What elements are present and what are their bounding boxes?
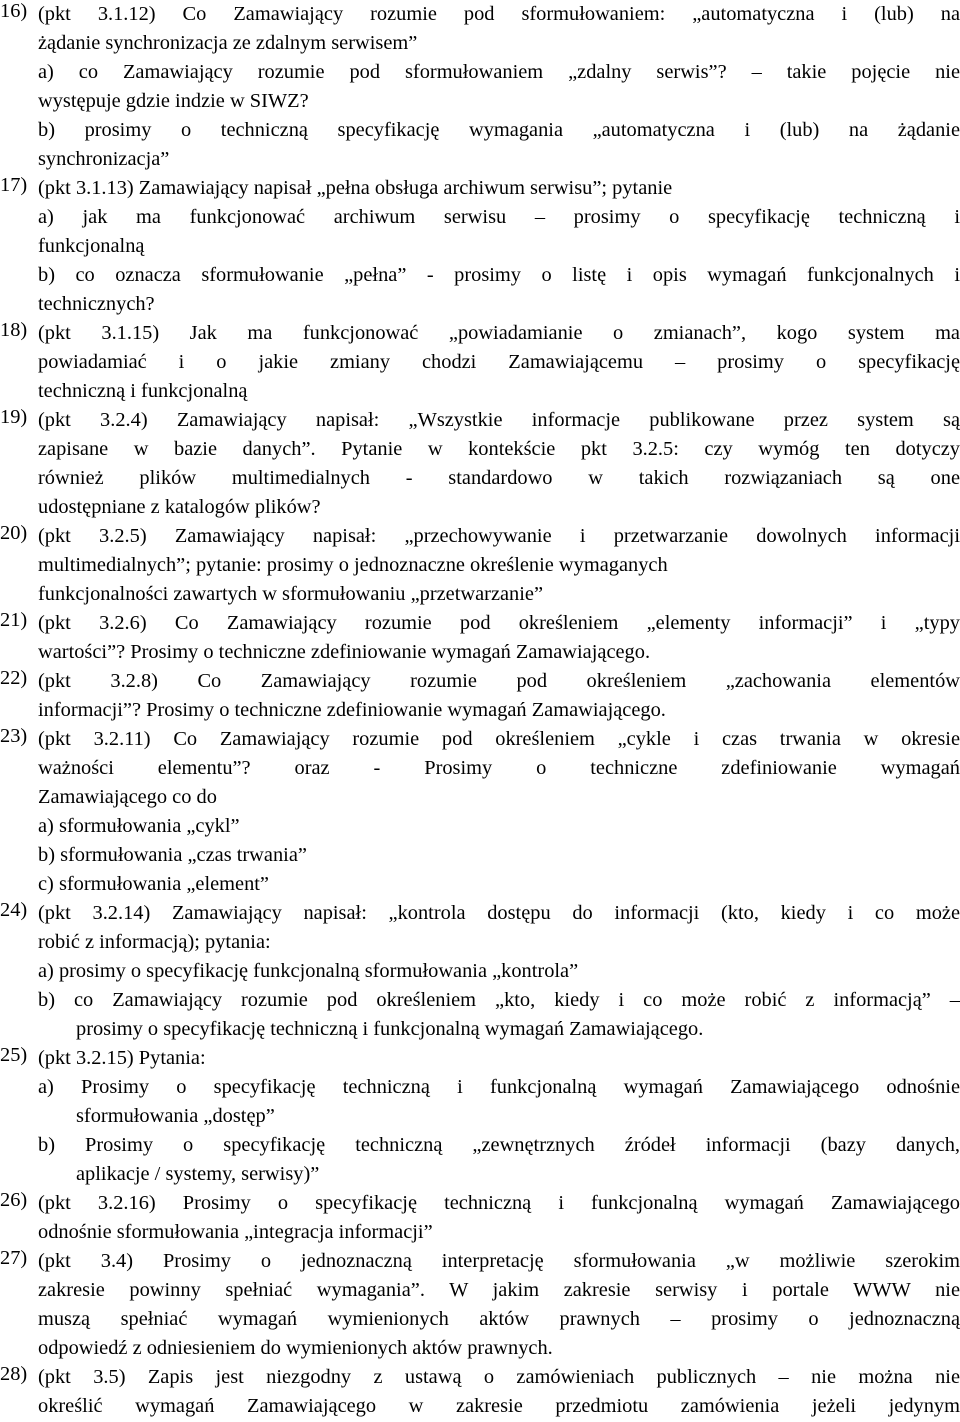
item-number: 23): [0, 725, 28, 747]
text-line: (pkt 3.1.12) Co Zamawiający rozumie pod sformułowaniem: „automatyczna i (lub) na: [38, 3, 960, 25]
text-line: również plików multimedialnych - standardowo w takich rozwiązaniach są one: [38, 467, 960, 489]
question-item: [0, 0, 960, 174]
question-item: [0, 1044, 960, 1189]
text-line: zapisane w bazie danych”. Pytanie w kontekście pkt 3.2.5: czy wymóg ten dotyczy: [38, 438, 960, 460]
question-item: [0, 1189, 960, 1247]
text-line: (pkt 3.5) Zapis jest niezgodny z ustawą o zamówieniach publicznych – nie można nie: [38, 1366, 960, 1388]
text-line: a) co Zamawiający rozumie pod sformułowaniem „zdalny serwis”? – takie pojęcie nie: [38, 61, 960, 83]
text-line: a) prosimy o specyfikację funkcjonalną sformułowania „kontrola”: [38, 960, 579, 982]
text-line: funkcjonalności zawartych w sformułowaniu „przetwarzanie”: [38, 583, 544, 605]
item-number: 17): [0, 174, 28, 196]
item-number: 19): [0, 406, 28, 428]
text-line: ważności elementu”? oraz - Prosimy o techniczne zdefiniowanie wymagań: [38, 757, 960, 779]
text-line: żądanie synchronizacja ze zdalnym serwisem”: [38, 32, 418, 54]
item-number: 20): [0, 522, 28, 544]
text-line: (pkt 3.2.15) Pytania:: [38, 1047, 206, 1069]
question-item: [0, 899, 960, 1044]
text-line: techniczną i funkcjonalną: [38, 380, 248, 402]
text-line: b) co oznacza sformułowanie „pełna” - prosimy o listę i opis wymagań funkcjonalnych i: [38, 264, 960, 286]
item-number: 24): [0, 899, 28, 921]
text-line: (pkt 3.2.16) Prosimy o specyfikację techniczną i funkcjonalną wymagań Zamawiającego: [38, 1192, 960, 1214]
question-item: [0, 319, 960, 406]
text-line: a) jak ma funkcjonować archiwum serwisu – prosimy o specyfikację techniczną i: [38, 206, 960, 228]
text-line: b) co Zamawiający rozumie pod określeniem „kto, kiedy i co może robić z informacją” –: [38, 989, 960, 1011]
text-line: powiadamiać i o jakie zmiany chodzi Zamawiającemu – prosimy o specyfikację: [38, 351, 960, 373]
text-line: (pkt 3.2.14) Zamawiający napisał: „kontrola dostępu do informacji (kto, kiedy i co może: [38, 902, 960, 924]
text-line: prosimy o specyfikację techniczną i funkcjonalną wymagań Zamawiającego.: [76, 1018, 704, 1040]
question-item: [0, 609, 960, 667]
question-item: [0, 174, 960, 319]
text-line: a) Prosimy o specyfikację techniczną i funkcjonalną wymagań Zamawiającego odnośnie: [38, 1076, 960, 1098]
item-number: 28): [0, 1363, 28, 1385]
question-item: [0, 667, 960, 725]
text-line: odnośnie sformułowania „integracja informacji”: [38, 1221, 433, 1243]
question-item: [0, 522, 960, 609]
text-line: (pkt 3.2.8) Co Zamawiający rozumie pod określeniem „zachowania elementów: [38, 670, 960, 692]
text-line: udostępniane z katalogów plików?: [38, 496, 321, 518]
text-line: (pkt 3.2.6) Co Zamawiający rozumie pod określeniem „elementy informacji” i „typy: [38, 612, 960, 634]
text-line: b) prosimy o techniczną specyfikację wymagania „automatyczna i (lub) na żądanie: [38, 119, 960, 141]
text-line: aplikacje / systemy, serwisy)”: [76, 1163, 320, 1185]
text-line: (pkt 3.4) Prosimy o jednoznaczną interpretację sformułowania „w możliwie szerokim: [38, 1250, 960, 1272]
text-line: technicznych?: [38, 293, 155, 315]
text-line: robić z informacją); pytania:: [38, 931, 271, 953]
text-line: funkcjonalną: [38, 235, 145, 257]
text-line: (pkt 3.2.5) Zamawiający napisał: „przechowywanie i przetwarzanie dowolnych informacji: [38, 525, 960, 547]
text-line: (pkt 3.1.15) Jak ma funkcjonować „powiadamianie o zmianach”, kogo system ma: [38, 322, 960, 344]
text-line: występuje gdzie indzie w SIWZ?: [38, 90, 309, 112]
text-line: odpowiedź z odniesieniem do wymienionych aktów prawnych.: [38, 1337, 553, 1359]
text-line: a) sformułowania „cykl”: [38, 815, 240, 837]
item-number: 27): [0, 1247, 28, 1269]
text-line: synchronizacja”: [38, 148, 170, 170]
text-line: sformułowania „dostęp”: [76, 1105, 275, 1127]
text-line: muszą spełniać wymagań wymienionych aktów prawnych – prosimy o jednoznaczną: [38, 1308, 960, 1330]
item-number: 21): [0, 609, 28, 631]
text-line: c) sformułowania „element”: [38, 873, 269, 895]
text-line: multimedialnych”; pytanie: prosimy o jednoznaczne określenie wymaganych: [38, 554, 668, 576]
text-line: (pkt 3.2.11) Co Zamawiający rozumie pod określeniem „cykle i czas trwania w okresie: [38, 728, 960, 750]
item-number: 16): [0, 0, 28, 22]
question-item: [0, 1363, 960, 1421]
item-number: 26): [0, 1189, 28, 1211]
text-line: b) sformułowania „czas trwania”: [38, 844, 307, 866]
question-item: [0, 1247, 960, 1363]
item-number: 25): [0, 1044, 28, 1066]
item-number: 18): [0, 319, 28, 341]
text-line: (pkt 3.2.4) Zamawiający napisał: „Wszystkie informacje publikowane przez system są: [38, 409, 960, 431]
question-item: [0, 406, 960, 522]
text-line: wartości”? Prosimy o techniczne zdefiniowanie wymagań Zamawiającego.: [38, 641, 651, 663]
text-line: b) Prosimy o specyfikację techniczną „zewnętrznych źródeł informacji (bazy danych,: [38, 1134, 960, 1156]
text-line: Zamawiającego co do: [38, 786, 217, 808]
text-line: określić wymagań Zamawiającego w zakresie przedmiotu zamówienia jeżeli jedynym: [38, 1395, 960, 1417]
item-number: 22): [0, 667, 28, 689]
text-line: zakresie powinny spełniać wymagania”. W jakim zakresie serwisy i portale WWW nie: [38, 1279, 960, 1301]
question-item: [0, 725, 960, 899]
text-line: informacji”? Prosimy o techniczne zdefiniowanie wymagań Zamawiającego.: [38, 699, 666, 721]
text-line: (pkt 3.1.13) Zamawiający napisał „pełna obsługa archiwum serwisu”; pytanie: [38, 177, 673, 199]
